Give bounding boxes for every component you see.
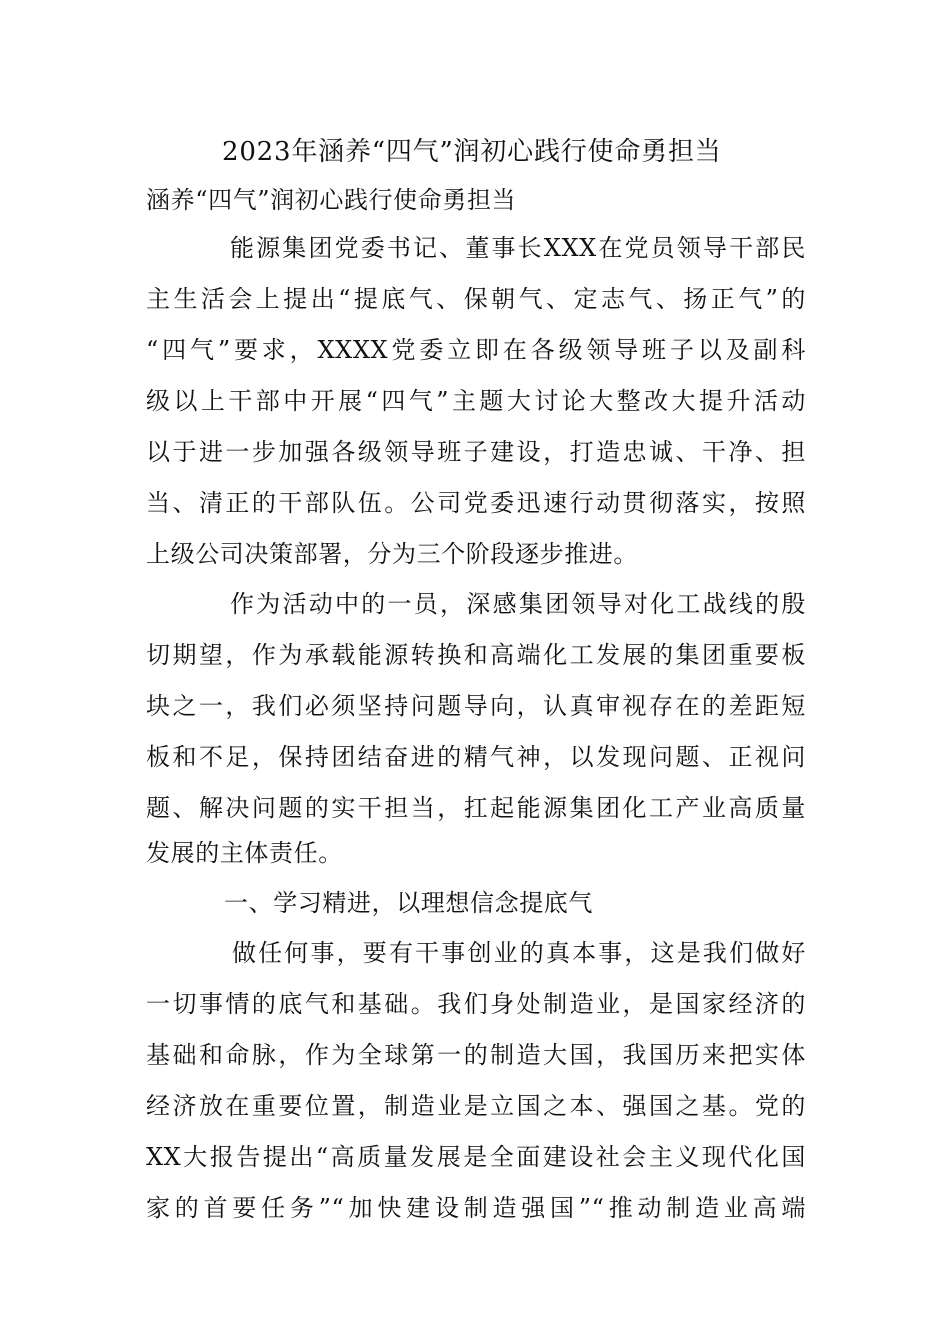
paragraph-line: 做任何事，要有干事创业的真本事，这是我们做好 xyxy=(232,939,806,967)
paragraph-line: 切期望，作为承载能源转换和高端化工发展的集团重要板 xyxy=(146,641,806,669)
paragraph-line: 级以上干部中开展“四气”主题大讨论大整改大提升活动 xyxy=(146,387,806,415)
paragraph-line: 作为活动中的一员，深感集团领导对化工战线的殷 xyxy=(230,590,806,618)
paragraph-line: 家的首要任务”“加快建设制造强国”“推动制造业高端 xyxy=(146,1194,806,1222)
paragraph-line: 基础和命脉，作为全球第一的制造大国，我国历来把实体 xyxy=(146,1041,806,1069)
paragraph-line: 当、清正的干部队伍。公司党委迅速行动贯彻落实，按照 xyxy=(146,489,806,517)
paragraph-line: 能源集团党委书记、董事长XXX在党员领导干部民 xyxy=(230,234,806,262)
paragraph-line: 主生活会上提出“提底气、保朝气、定志气、扬正气”的 xyxy=(146,285,806,313)
document-subtitle: 涵养“四气”润初心践行使命勇担当 xyxy=(146,186,517,214)
paragraph-line: XX大报告提出“高质量发展是全面建设社会主义现代化国 xyxy=(146,1143,806,1171)
paragraph-line: 以于进一步加强各级领导班子建设，打造忠诚、干净、担 xyxy=(146,438,806,466)
paragraph-line: 板和不足，保持团结奋进的精气神，以发现问题、正视问 xyxy=(146,743,806,771)
paragraph-line: 块之一，我们必须坚持问题导向，认真审视存在的差距短 xyxy=(146,692,806,720)
section-heading: 一、学习精进，以理想信念提底气 xyxy=(224,889,593,917)
paragraph-line: 一切事情的底气和基础。我们身处制造业，是国家经济的 xyxy=(146,990,806,1018)
paragraph-line: 发展的主体责任。 xyxy=(146,839,343,867)
paragraph-line: 上级公司决策部署，分为三个阶段逐步推进。 xyxy=(146,540,638,568)
document-title: 2023年涵养“四气”润初心践行使命勇担当 xyxy=(222,137,722,167)
paragraph-line: 题、解决问题的实干担当，扛起能源集团化工产业高质量 xyxy=(146,794,806,822)
paragraph-line: “四气”要求，XXXX党委立即在各级领导班子以及副科 xyxy=(146,336,806,364)
paragraph-line: 经济放在重要位置，制造业是立国之本、强国之基。党的 xyxy=(146,1092,806,1120)
